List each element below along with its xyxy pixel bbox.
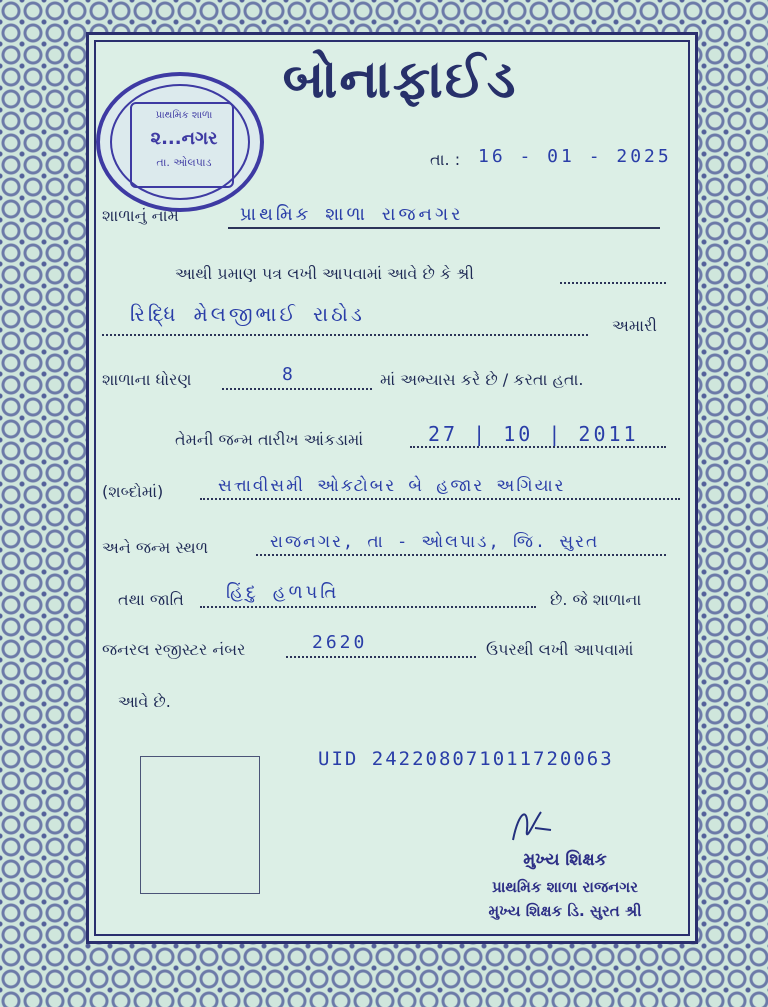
signature-block bbox=[440, 850, 690, 920]
studying-text: માં અભ્યાસ કરે છે / કરતા હતા. bbox=[380, 370, 584, 389]
caste-label: તથા જાતિ bbox=[118, 590, 184, 609]
stamp-line-2: ૨...નગર bbox=[150, 128, 218, 149]
signature-scribble bbox=[505, 800, 557, 850]
birthplace-dots bbox=[256, 554, 666, 556]
certify-dots bbox=[560, 282, 666, 284]
caste-suffix: છે. જે શાળાના bbox=[550, 590, 642, 609]
certify-text: આથી પ્રમાણ પત્ર લખી આપવામાં આવે છે કે શ્રી bbox=[175, 264, 474, 283]
dob-words-dots bbox=[200, 498, 680, 500]
school-label: શાળાનું નામ bbox=[102, 206, 179, 225]
uid-value: UID 242208071011720063 bbox=[318, 748, 614, 770]
signature-role: મુખ્ય શિક્ષક bbox=[523, 850, 607, 870]
birthplace-value: રાજનગર, તા - ઓલપાડ, જિ. સુરત bbox=[270, 532, 600, 552]
photo-placeholder bbox=[140, 756, 260, 894]
student-name-value: રિદ્ધિ મેલજીભાઈ રાઠોડ bbox=[130, 302, 365, 326]
dob-value: 27 | 10 | 2011 bbox=[428, 422, 639, 446]
register-value: 2620 bbox=[312, 632, 368, 653]
school-name-value: પ્રાથમિક શાળા રાજનગર bbox=[240, 204, 464, 225]
closing-text: આવે છે. bbox=[118, 692, 171, 711]
std-label: શાળાના ધોરણ bbox=[102, 370, 192, 389]
student-name-dots bbox=[102, 334, 588, 336]
birthplace-label: અને જન્મ સ્થળ bbox=[102, 538, 209, 557]
school-name-line bbox=[228, 227, 660, 229]
dob-dots bbox=[410, 446, 666, 448]
dob-label: તેમની જન્મ તારીખ આંકડામાં bbox=[175, 430, 364, 449]
caste-dots bbox=[200, 606, 536, 608]
register-suffix: ઉપરથી લખી આપવામાં bbox=[486, 640, 634, 659]
stamp-line-3: તા. ઓલપાડ bbox=[156, 156, 212, 169]
caste-value: હિંદુ હળપતિ bbox=[226, 582, 340, 603]
date-value: 16 - 01 - 2025 bbox=[478, 146, 672, 167]
signature-school: પ્રાથમિક શાળા રાજનગર bbox=[491, 878, 639, 896]
signature-place: મુખ્ય શિક્ષક ડિ. સુરત શ્રી bbox=[488, 902, 642, 920]
stamp-line-1: પ્રાથમિક શાળા bbox=[155, 110, 213, 121]
school-stamp bbox=[96, 72, 264, 212]
dob-words-value: સત્તાવીસમી ઓક્ટોબર બે હજાર અગિયાર bbox=[218, 476, 566, 496]
std-value: 8 bbox=[282, 364, 296, 385]
words-label: (શબ્દોમાં) bbox=[102, 482, 164, 501]
our-label: અમારી bbox=[612, 316, 657, 335]
std-dots bbox=[222, 388, 372, 390]
certificate-title: બોનાફાઈડ bbox=[282, 50, 518, 110]
register-label: જનરલ રજીસ્ટર નંબર bbox=[102, 640, 246, 659]
register-dots bbox=[286, 656, 476, 658]
date-label: તા. : bbox=[430, 150, 461, 169]
